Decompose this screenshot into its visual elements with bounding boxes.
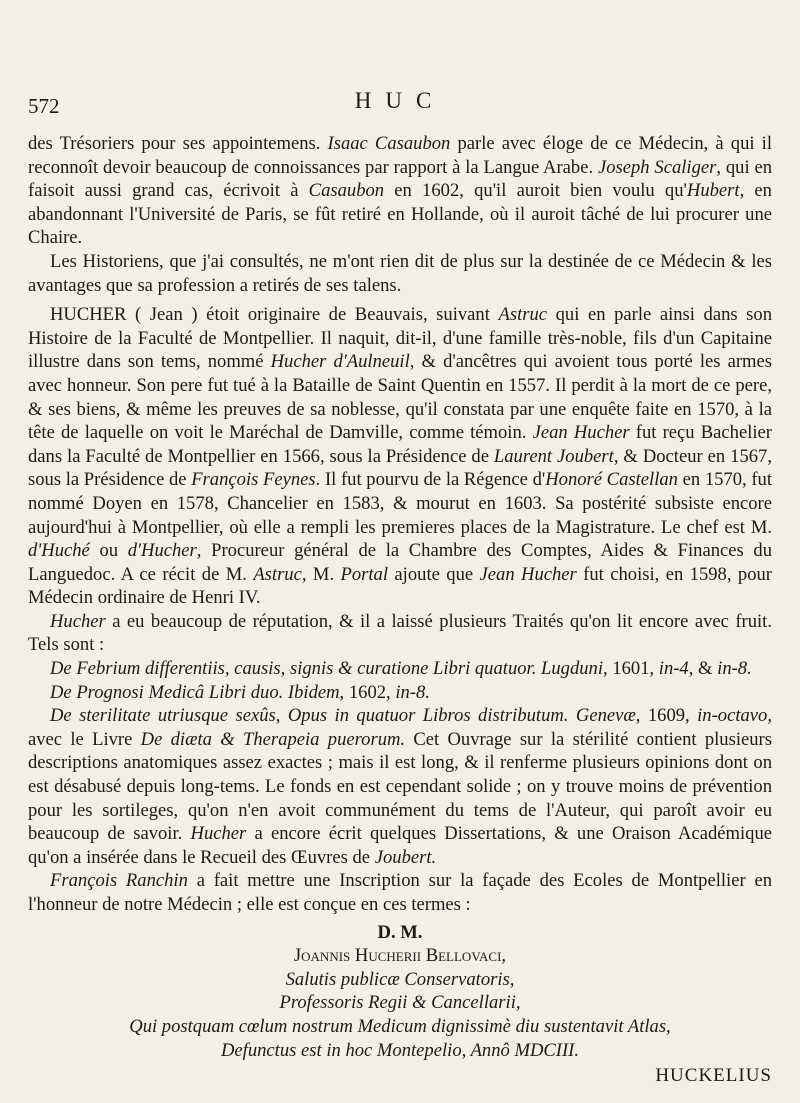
page <box>28 88 772 1088</box>
work-de-sterilitate: De sterilitate utriusque sexûs, Opus in quatuor Libros distributum. Genevæ, 1609, in-octavo, avec le Livre De diæta & Therapeia puerorum. Cet Ouvrage sur la stérilité contient plusieurs descriptions anatomiques assez exactes ; mais il est long, & il renferme plusieurs opinions dont on est désabusé depuis long-tems. Le fonds en est cependant solide ; on y trouve moins de prévention pour les sortileges, qu'on n'en avoit communément du tems de l'Auteur, qui paroît avoir eu beaucoup de savoir. Hucher a encore écrit quelques Dissertations, & une Oraison Académique qu'on a insérée dans le Recueil des Œuvres de Joubert. <box>28 705 773 868</box>
body-text <box>28 132 772 1088</box>
paragraph-historiens: Les Historiens, que j'ai consultés, ne m'ont rien dit de plus sur la destinée de ce Médecin & les avantages que sa profession a retirés de ses talens. <box>28 250 772 296</box>
work-de-febrium: De Febrium differentiis, causis, signis & curatione Libri quatuor. Lugduni, 1601, in-4, & in-8. <box>50 658 752 680</box>
page-header <box>28 88 772 118</box>
paragraph-reputation: Hucher a eu beaucoup de réputation, & il a laissé plusieurs Traités qu'on lit encore avec fruit. Tels sont : <box>28 610 772 656</box>
catchword: HUCKELIUS <box>655 1065 772 1087</box>
paragraph-casaubon: des Trésoriers pour ses appointemens. Isaac Casaubon parle avec éloge de ce Médecin, à qui il reconnoît devoir beaucoup de connoissances par rapport à la Langue Arabe. Joseph Scaliger, qui en faisoit aussi grand cas, écrivoit à Casaubon en 1602, qu'il auroit bien voulu qu'Hubert, en abandonnant l'Université de Paris, se fût retiré en Hollande, où il auroit tâché de lui procurer une Chaire. <box>28 133 773 249</box>
inscription-line-2: Salutis publicæ Conservatoris, <box>285 968 515 990</box>
running-head: HUC <box>354 88 446 113</box>
work-de-prognosi: De Prognosi Medicâ Libri duo. Ibidem, 1602, in-8. <box>50 681 430 703</box>
inscription-dm: D. M. <box>377 921 423 943</box>
inscription <box>28 921 772 1063</box>
inscription-line-4: Qui postquam cœlum nostrum Medicum dignissimè diu sustentavit Atlas, <box>129 1015 671 1037</box>
inscription-line-3: Professoris Regii & Cancellarii, <box>279 992 521 1014</box>
paragraph-ranchin: François Ranchin a fait mettre une Inscription sur la façade des Ecoles de Montpellier en l'honneur de notre Médecin ; elle est conçue en ces termes : <box>28 870 772 915</box>
inscription-line-5: Defunctus est in hoc Montepelio, Annô MDCIII. <box>220 1039 580 1061</box>
inscription-line-1: Joannis Hucherii Bellovaci, <box>293 945 507 967</box>
entry-hucher: HUCHER ( Jean ) étoit originaire de Beauvais, suivant Astruc qui en parle ainsi dans son Histoire de la Faculté de Montpellier. Il naquit, dit-il, d'une famille très-noble, fils d'un Capitaine illustre dans son tems, nommé Hucher d'Aulneuil, & d'ancêtres qui avoient tous porté les armes avec honneur. Son pere fut tué à la Bataille de Saint Quentin en 1557. Il perdit à la mort de ce pere, & ses biens, & même les preuves de sa noblesse, qu'il constata par une enquête faite en 1570, à la tête de laquelle on voit le Maréchal de Damville, comme témoin. Jean Hucher fut reçu Bachelier dans la Faculté de Montpellier en 1566, sous la Présidence de Laurent Joubert, & Docteur en 1567, sous la Présidence de François Feynes. Il fut pourvu de la Régence d'Honoré Castellan en 1570, fut nommé Doyen en 1578, Chancelier en 1583, & mourut en 1603. Sa postérité subsiste encore aujourd'hui à Montpellier, où elle a rempli les premieres places de la Magistrature. Le chef est M. d'Huché ou d'Hucher, Procureur général de la Chambre des Comptes, Aides & Finances du Languedoc. A ce récit de M. Astruc, M. Portal ajoute que Jean Hucher fut choisi, en 1598, pour Médecin ordinaire de Henri IV. <box>28 304 773 609</box>
page-number: 572 <box>28 94 60 118</box>
